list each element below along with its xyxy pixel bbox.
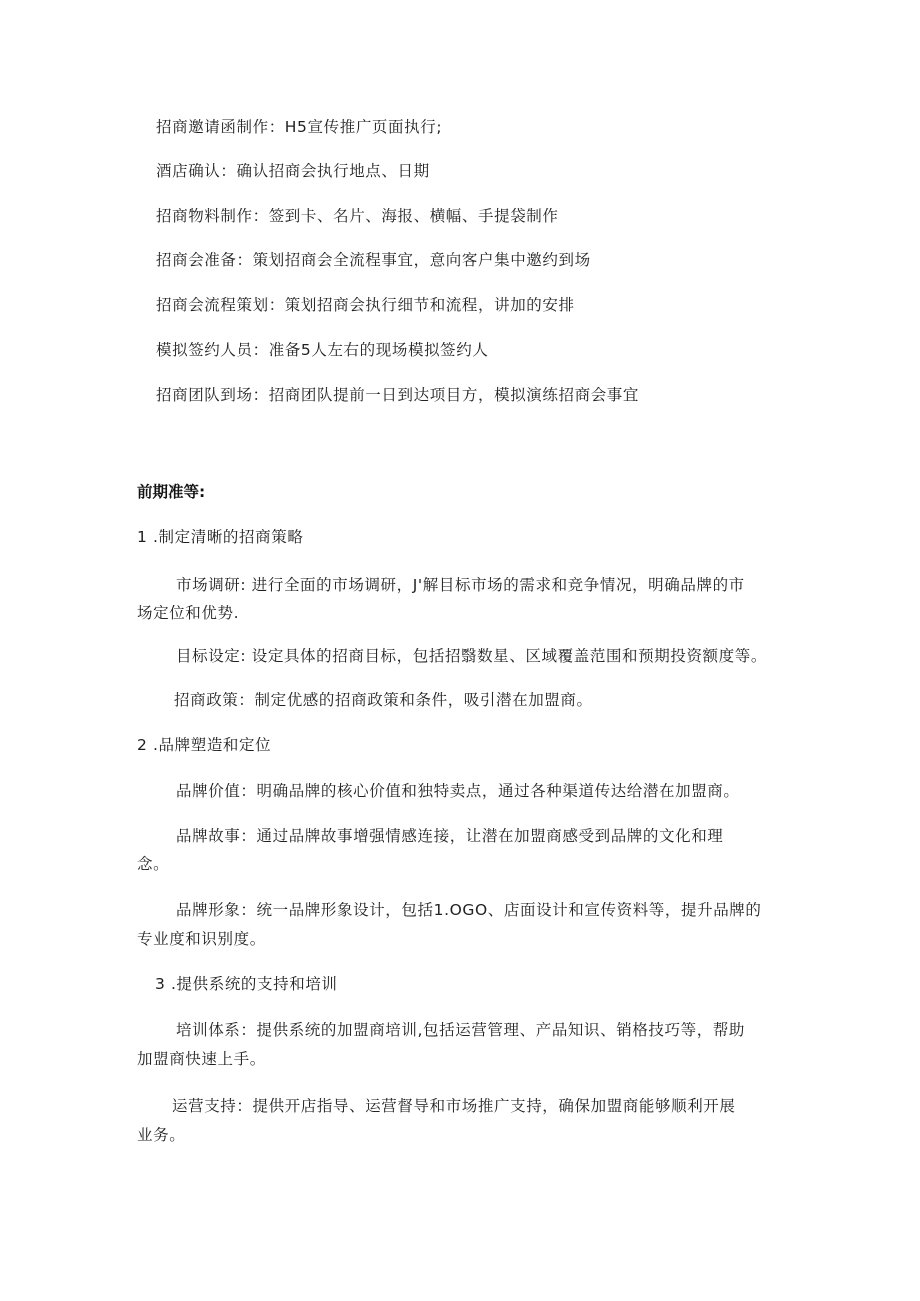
section-3-title: 3 .提供系统的支持和培训 [155,975,338,993]
paragraph-brand-image-cont: 专业度和识别度。 [137,930,266,948]
paragraph-training-cont: 加盟商快速上手。 [137,1050,266,1068]
paragraph-brand-image: 品牌形象：统一品牌形象设计，包括1.OGO、店面设计和宣传资料等，提升品牌的 [176,901,762,919]
list-item-materials: 招商物料制作：签到卡、名片、海报、横幅、手提袋制作 [156,207,559,225]
paragraph-market-research-cont: 场定位和优势. [137,604,240,622]
list-item-team-arrival: 招商团队到场：招商团队提前一日到达项目方，模拟演练招商会事宜 [156,386,640,404]
paragraph-brand-story: 品牌故事：通过品牌故事增强情感连接，让潜在加盟商感受到品牌的文化和理 [176,827,724,845]
paragraph-operations: 运营支持：提供开店指导、运营督导和市场推广支持，确保加盟商能够顺利开展 [172,1097,736,1115]
paragraph-target-setting: 目标设定: 设定具体的招商目标，包括招翳数星、区域覆盖范围和预期投资额度等。 [176,647,767,665]
paragraph-training: 培训体系：提供系统的加盟商培训,包括运营管理、产品知识、销格技巧等，帮助 [176,1021,746,1039]
list-item-mock-signing: 模拟签约人员：准备5人左右的现场模拟签约人 [156,341,489,359]
section-2-title: 2 .品牌塑造和定位 [137,736,272,754]
paragraph-brand-value: 品牌价值：明确品牌的核心价值和独特卖点，通过各种渠道传达给潜在加盟商。 [176,782,740,800]
list-item-process-planning: 招商会流程策划：策划招商会执行细节和流程，讲加的安排 [156,296,575,314]
section-1-title: 1 .制定清晰的招商策略 [137,528,304,546]
section-heading: 前期准等: [137,483,206,501]
paragraph-operations-cont: 业务。 [137,1126,186,1144]
list-item-hotel: 酒店确认：确认招商会执行地点、日期 [156,162,430,180]
paragraph-market-research: 市场调研: 进行全面的市场调研，J'解目标市场的需求和竞争情况，明确品牌的市 [176,576,745,594]
list-item-invitation: 招商邀请函制作：H5宣传推广页面执行; [156,118,443,136]
paragraph-brand-story-cont: 念。 [137,855,170,873]
paragraph-policy: 招商政策：制定优感的招商政策和条件，吸引潜在加盟商。 [174,691,593,709]
list-item-preparation: 招商会准备：策划招商会全流程事宜，意向客户集中邀约到场 [156,251,591,269]
